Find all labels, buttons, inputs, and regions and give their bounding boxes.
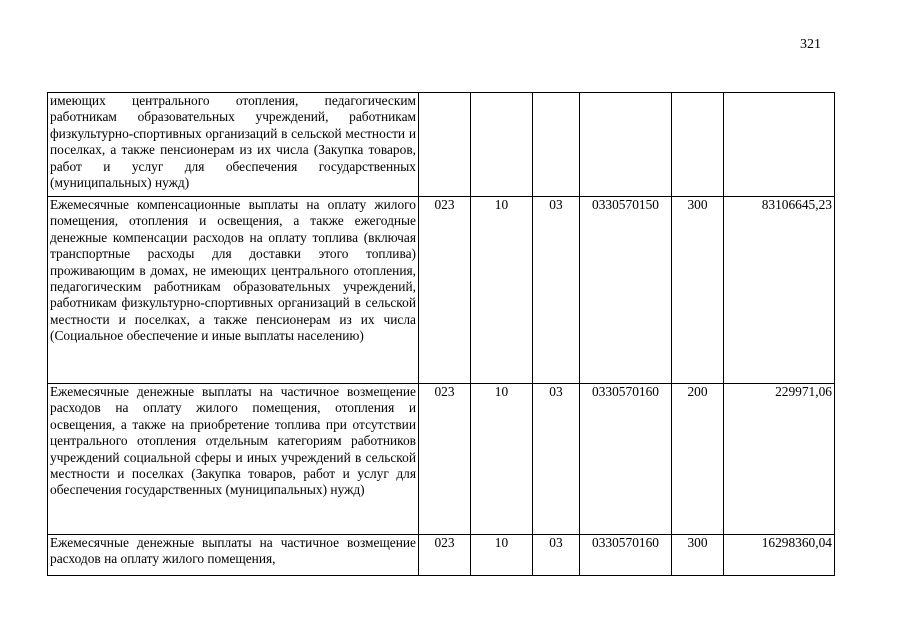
table-row [48, 93, 835, 197]
amount-cell [724, 93, 835, 197]
row-description: Ежемесячные компенсационные выплаты на оплату жилого помещения, отопления и освещения, а также ежегодные денежные компенсации расходов на оплату топлива (включая транспортные расходы для доставки этого топлива) проживающим в домах, не имеющих центрального отопления, педагогическим работникам образовательных учреждений, работникам физкультурно-спортивных организаций в сельской местности и поселках, а также пенсионерам из их числа (Социальное обеспечение и иные выплаты населению) [48, 197, 419, 384]
table-row [48, 384, 835, 535]
subsection-code-cell: 03 [533, 535, 580, 576]
table-row [48, 535, 835, 576]
budget-table [47, 92, 835, 576]
ministry-code-cell [419, 93, 471, 197]
section-code-cell: 10 [471, 535, 533, 576]
ministry-code-cell: 023 [419, 384, 471, 535]
expense-type-cell [672, 93, 724, 197]
section-code-cell: 10 [471, 197, 533, 384]
amount-cell: 229971,06 [724, 384, 835, 535]
row-description: имеющих центрального отопления, педагогическим работникам образовательных учреждений, работникам физкультурно-спортивных организаций в сельской местности и поселках, а также пенсионерам из их числа (Закупка товаров, работ и услуг для обеспечения государственных (муниципальных) нужд) [48, 93, 419, 197]
expense-type-cell: 300 [672, 535, 724, 576]
target-article-cell: 0330570160 [580, 384, 672, 535]
expense-type-cell: 300 [672, 197, 724, 384]
amount-cell: 83106645,23 [724, 197, 835, 384]
expense-type-cell: 200 [672, 384, 724, 535]
target-article-cell [580, 93, 672, 197]
subsection-code-cell: 03 [533, 197, 580, 384]
row-description: Ежемесячные денежные выплаты на частичное возмещение расходов на оплату жилого помещения, [48, 535, 419, 576]
subsection-code-cell: 03 [533, 384, 580, 535]
subsection-code-cell [533, 93, 580, 197]
target-article-cell: 0330570150 [580, 197, 672, 384]
section-code-cell: 10 [471, 384, 533, 535]
amount-cell: 16298360,04 [724, 535, 835, 576]
table-row [48, 197, 835, 384]
ministry-code-cell: 023 [419, 535, 471, 576]
target-article-cell: 0330570160 [580, 535, 672, 576]
page-number: 321 [800, 37, 821, 52]
ministry-code-cell: 023 [419, 197, 471, 384]
row-description: Ежемесячные денежные выплаты на частичное возмещение расходов на оплату жилого помещения, отопления и освещения, а также на приобретение топлива при отсутствии центрального отопления отдельным категориям работников учреждений социальной сферы и иных учреждений в сельской местности и поселках (Закупка товаров, работ и услуг для обеспечения государственных (муниципальных) нужд) [48, 384, 419, 535]
section-code-cell [471, 93, 533, 197]
